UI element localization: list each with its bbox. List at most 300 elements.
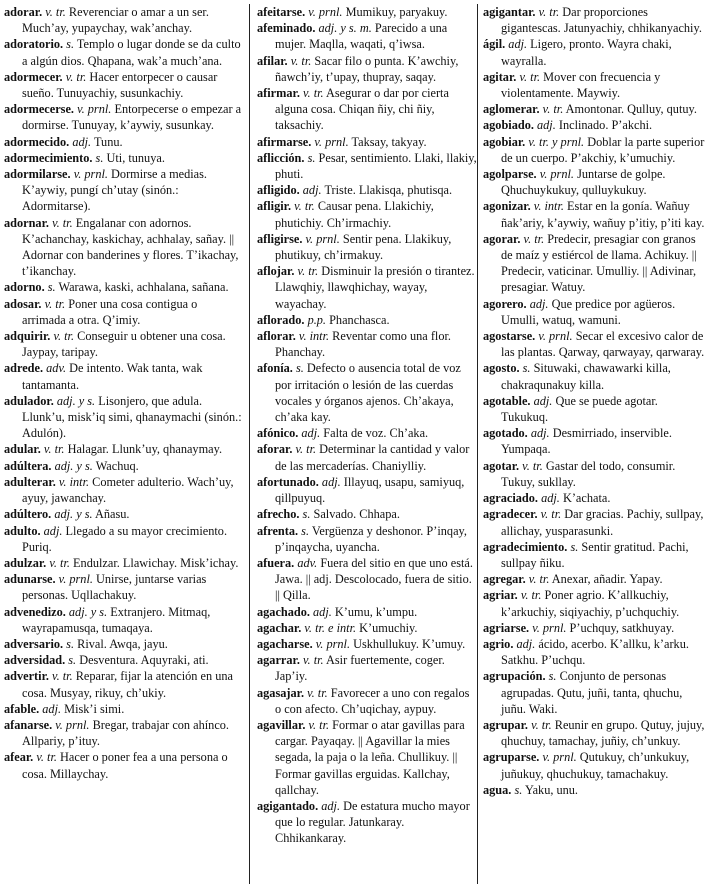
entry-headword: aflicción.	[257, 150, 305, 165]
entry-headword: agachado.	[257, 604, 310, 619]
entry-headword: agregar.	[483, 572, 526, 587]
entry-definition: Illayuq, usapu, samiyuq, qillpuyuq.	[275, 474, 465, 506]
dictionary-entry	[483, 668, 707, 717]
entry-grammar: adj.	[321, 474, 341, 489]
dictionary-entry	[483, 36, 707, 68]
entry-headword: afrenta.	[257, 523, 299, 538]
entry-definition: Rival. Awqa, jayu.	[77, 636, 168, 651]
entry-headword: afligir.	[257, 199, 292, 214]
entry-headword: agrio.	[483, 636, 514, 651]
entry-definition: Ligero, pronto. Wayra chaki, wayralla.	[501, 37, 672, 68]
entry-headword: agarrar.	[257, 653, 300, 668]
entry-headword: afirmar.	[257, 86, 300, 101]
entry-definition: De estatura mucho mayor que lo regular. Jatunkaray. Chhikankaray.	[275, 798, 470, 846]
entry-headword: afirmarse.	[257, 134, 312, 149]
entry-grammar: s.	[514, 782, 523, 797]
entry-definition: Gastar del todo, consumir. Tukuy, sukllay.	[501, 458, 676, 489]
dictionary-entry	[257, 360, 477, 425]
entry-definition: Conjunto de personas agrupadas. Qutu, juñi, tanta, qhuchu, juñu. Waki.	[501, 669, 683, 716]
entry-headword: agonizar.	[483, 199, 531, 214]
entry-definition: Dormirse a medias. K’aywiy, pungí ch’utay (sinón.: Adormitarse).	[22, 167, 208, 214]
dictionary-entry	[257, 506, 477, 522]
entry-headword: adorno.	[4, 280, 45, 295]
entry-definition: Pesar, sentimiento. Llaki, llakiy, phuti.	[275, 150, 477, 182]
dictionary-entry	[483, 4, 707, 36]
entry-headword: aflorado.	[257, 312, 305, 327]
entry-grammar: s.	[302, 507, 311, 522]
entry-definition: Inclinado. P’akchi.	[558, 118, 653, 133]
entry-headword: adúltera.	[4, 458, 52, 473]
entry-headword: agobiado.	[483, 118, 534, 133]
entry-grammar: adj.	[537, 118, 556, 133]
entry-headword: afear.	[4, 750, 34, 765]
entry-definition: Sentir gratitud. Pachi, sullpay ñiku.	[501, 539, 689, 570]
entry-grammar: v. tr.	[542, 102, 564, 117]
dictionary-entry	[4, 166, 242, 215]
entry-definition: Vergüenza y deshonor. P’inqay, p’inqaycha, uyancha.	[275, 523, 467, 554]
dictionary-entry	[4, 36, 242, 68]
entry-grammar: v. tr.	[52, 669, 73, 684]
entry-headword: advertir.	[4, 669, 49, 684]
entry-headword: agostarse.	[483, 329, 536, 344]
entry-grammar: adj.	[529, 296, 549, 311]
entry-definition: Estar en la gonía. Wañuy ñak’ariy, k’aywiy, wañuy p’itiy, p’iti kay.	[501, 199, 705, 230]
entry-headword: agriarse.	[483, 620, 530, 635]
dictionary-entry	[483, 782, 707, 798]
entry-grammar: v. tr.	[43, 442, 65, 457]
entry-headword: afrecho.	[257, 507, 300, 522]
entry-definition: Doblar la parte superior de un cuerpo. P’akchiy, k’umuchiy.	[501, 134, 705, 165]
entry-grammar: s.	[68, 653, 77, 668]
entry-definition: K’achata.	[562, 491, 611, 506]
column-divider	[477, 4, 478, 884]
entry-headword: adrede.	[4, 361, 44, 376]
entry-headword: agriar.	[483, 588, 518, 603]
entry-grammar: v. tr.	[528, 572, 550, 587]
entry-headword: adorar.	[4, 5, 43, 19]
entry-grammar: v. tr.	[303, 86, 324, 101]
dictionary-entry	[257, 555, 477, 604]
entry-headword: adormecer.	[4, 69, 63, 84]
entry-definition: Hacer entorpecer o causar sueño. Tunuyachiy, susunkachiy.	[22, 69, 218, 101]
entry-grammar: v. tr.	[295, 442, 317, 457]
dictionary-entry	[483, 571, 707, 587]
entry-headword: agotable.	[483, 393, 531, 408]
entry-grammar: adj.	[530, 426, 550, 441]
entry-definition: Fuera del sitio en que uno está. Jawa. || adj. Descolocado, fuera de sitio. || Qilla.	[275, 555, 473, 603]
dictionary-entry	[257, 53, 477, 85]
dictionary-entry	[4, 701, 242, 717]
entry-definition: Misk’i simi.	[64, 701, 125, 716]
entry-definition: Dar proporciones gigantescas. Jatunyachiy, chhikanyachiy.	[501, 5, 702, 36]
entry-headword: agasajar.	[257, 685, 305, 700]
entry-definition: Determinar la cantidad y valor de las mercaderías. Chaniylliy.	[275, 442, 470, 473]
entry-headword: afónico.	[257, 426, 299, 441]
dictionary-entry	[4, 474, 242, 506]
entry-grammar: adj. y s.	[54, 458, 93, 473]
dictionary-entry	[4, 328, 242, 360]
entry-definition: Parecido a una mujer. Maqlla, waqati, q’iwsa.	[275, 21, 448, 52]
entry-definition: Triste. Llakisqa, phutisqa.	[324, 183, 453, 198]
entry-definition: Desmirriado, inservible. Yumpaqa.	[501, 426, 672, 457]
entry-headword: adosar.	[4, 296, 42, 311]
dictionary-column-1	[4, 4, 242, 782]
entry-grammar: v. tr.	[538, 5, 560, 19]
entry-definition: Añasu.	[95, 507, 130, 522]
entry-headword: agruparse.	[483, 750, 540, 765]
entry-definition: Salvado. Chhapa.	[313, 507, 400, 522]
entry-headword: agua.	[483, 782, 512, 797]
entry-grammar: v. prnl.	[308, 5, 343, 19]
entry-headword: agobiar.	[483, 134, 526, 149]
entry-headword: agavillar.	[257, 717, 306, 732]
entry-definition: Phanchasca.	[329, 312, 390, 327]
entry-grammar: adj.	[321, 798, 341, 813]
entry-definition: Poner una cosa contigua o arrimada a otra. Q’imiy.	[22, 296, 198, 327]
entry-definition: Yaku, unu.	[524, 782, 579, 797]
dictionary-entry	[257, 604, 477, 620]
dictionary-entry	[4, 717, 242, 749]
entry-headword: aflojar.	[257, 264, 295, 279]
entry-grammar: adv.	[297, 555, 318, 570]
dictionary-entry	[483, 296, 707, 328]
entry-headword: adormecerse.	[4, 102, 74, 117]
dictionary-entry	[483, 231, 707, 296]
entry-headword: agigantar.	[483, 5, 536, 19]
entry-definition: Taksay, takyay.	[351, 134, 427, 149]
dictionary-entry	[4, 636, 242, 652]
entry-headword: aflorar.	[257, 329, 296, 344]
entry-grammar: v. tr.	[522, 458, 543, 473]
entry-definition: Uskhullukuy. K’umuy.	[353, 636, 466, 651]
entry-grammar: v. prnl.	[542, 750, 577, 765]
entry-definition: Disminuir la presión o tirantez. Llawqhiy, llawqhichay, wayay, wayachay.	[275, 264, 475, 311]
dictionary-entry	[483, 101, 707, 117]
entry-definition: Reventar como una flor. Phanchay.	[275, 329, 451, 360]
entry-definition: Situwaki, chawawarki killa, chakraqunakuy killa.	[501, 361, 671, 392]
entry-grammar: adj.	[301, 426, 321, 441]
entry-definition: Juntarse de golpe. Qhuchuykukuy, qulluykukuy.	[501, 167, 666, 198]
entry-definition: Desventura. Aquyraki, ati.	[79, 653, 209, 668]
entry-definition: ácido, acerbo. K’allku, k’arku. Satkhu. P’uchqu.	[501, 636, 689, 668]
entry-definition: Sacar filo o punta. K’awchiy, ñawch’iy, t’upay, thupray, saqay.	[275, 53, 459, 84]
entry-definition: Secar el excesivo calor de las plantas. Qarway, qarwayay, qarwaray.	[501, 329, 705, 360]
dictionary-entry	[257, 150, 477, 182]
dictionary-entry	[4, 441, 242, 457]
entry-grammar: adj.	[42, 701, 62, 716]
entry-grammar: s.	[66, 37, 75, 52]
entry-headword: agigantado.	[257, 798, 319, 813]
entry-grammar: v. prnl.	[532, 620, 567, 635]
entry-definition: Tunu.	[93, 134, 123, 149]
dictionary-entry	[4, 652, 242, 668]
dictionary-entry	[4, 668, 242, 700]
entry-grammar: adj.	[541, 491, 560, 506]
dictionary-entry	[483, 620, 707, 636]
entry-headword: aglomerar.	[483, 102, 540, 117]
entry-grammar: adj.	[302, 183, 322, 198]
dictionary-entry	[257, 717, 477, 798]
entry-definition: Asir fuertemente, coger. Jap’iy.	[275, 653, 445, 684]
dictionary-entry	[4, 506, 242, 522]
entry-headword: afligirse.	[257, 231, 303, 246]
dictionary-entry	[257, 328, 477, 360]
entry-grammar: v. prnl.	[538, 329, 573, 344]
entry-definition: Mumikuy, paryakuy.	[345, 5, 448, 19]
entry-definition: Reparar, fijar la atención en una cosa. Musyay, rikuy, ch’ukiy.	[22, 669, 233, 700]
dictionary-entry	[257, 312, 477, 328]
dictionary-entry	[257, 652, 477, 684]
entry-grammar: s.	[66, 636, 75, 651]
entry-headword: adversidad.	[4, 653, 66, 668]
entry-grammar: v. prnl.	[77, 102, 112, 117]
entry-grammar: adj.	[72, 134, 92, 149]
dictionary-entry	[257, 198, 477, 230]
entry-definition: Uti, tunuya.	[106, 150, 165, 165]
dictionary-entry	[483, 393, 707, 425]
entry-definition: Poner agrio. K’allkuchiy, k’arkuchiy, siqiyachiy, p’uchquchiy.	[501, 588, 680, 619]
entry-definition: Predecir, presagiar con granos de maíz y estiércol de llama. Achikuy. || Predecir, vaticinar. Umulliy. || Adivinar, presagiar. Watuy.	[501, 231, 697, 295]
entry-grammar: adj. y s. m.	[318, 21, 372, 36]
dictionary-entry	[4, 604, 242, 636]
entry-grammar: v. tr.	[519, 69, 541, 84]
entry-headword: agraciado.	[483, 491, 538, 506]
entry-grammar: adj.	[43, 523, 63, 538]
entry-definition: Extranjero. Mitmaq, wayrapamusqa, tumaqaya.	[22, 604, 211, 635]
dictionary-entry	[257, 425, 477, 441]
entry-definition: Halagar. Llunk’uy, qhanaymay.	[67, 442, 223, 457]
entry-grammar: v. tr.	[297, 264, 319, 279]
dictionary-entry	[483, 425, 707, 457]
entry-grammar: v. prnl.	[315, 636, 351, 651]
dictionary-entry	[257, 620, 477, 636]
dictionary-entry	[257, 523, 477, 555]
entry-grammar: s.	[47, 280, 56, 295]
entry-headword: adúltero.	[4, 507, 52, 522]
entry-headword: adormilarse.	[4, 167, 71, 182]
dictionary-entry	[483, 717, 707, 749]
column-divider	[249, 4, 250, 884]
entry-definition: Sentir pena. Llakikuy, phutikuy, ch’irmakuy.	[275, 231, 452, 263]
entry-definition: Reverenciar o amar a un ser. Much’ay, yupaychay, wak’anchay.	[22, 5, 209, 36]
dictionary-entry	[483, 458, 707, 490]
dictionary-entry	[4, 749, 242, 781]
dictionary-entry	[257, 798, 477, 847]
entry-headword: adunarse.	[4, 572, 56, 587]
entry-grammar: s.	[301, 523, 310, 538]
dictionary-entry	[257, 4, 477, 20]
dictionary-entry	[483, 490, 707, 506]
entry-definition: Engalanar con adornos. K’achanchay, kaskichay, achhalay, sañay. || Adornar con banderines y flores. T’ikachay, t’ikanchay.	[22, 215, 239, 279]
dictionary-entry	[257, 182, 477, 198]
entry-headword: adornar.	[4, 215, 49, 230]
entry-headword: agitar.	[483, 69, 517, 84]
dictionary-entry	[4, 134, 242, 150]
entry-grammar: v. intr.	[533, 199, 564, 214]
dictionary-entry	[4, 523, 242, 555]
entry-headword: agacharse.	[257, 636, 313, 651]
entry-grammar: v. tr.	[44, 296, 66, 311]
entry-definition: Asegurar o dar por cierta alguna cosa. Chiqan ñiy, chi ñiy, taksachiy.	[275, 86, 449, 133]
dictionary-entry	[483, 539, 707, 571]
entry-definition: Mover con frecuencia y violentamente. Maywiy.	[501, 69, 661, 101]
entry-headword: agrupar.	[483, 717, 528, 732]
dictionary-entry	[257, 231, 477, 263]
entry-grammar: v. tr.	[540, 507, 562, 522]
entry-grammar: s.	[95, 150, 104, 165]
entry-definition: Conseguir u obtener una cosa. Jaypay, taripay.	[22, 329, 226, 360]
entry-definition: Formar o atar gavillas para cargar. Payaqay. || Agavillar la mies segada, la paja o la leña. Chullikuy. || Formar gavillas erguidas. Kallchay, qallchay.	[275, 717, 465, 797]
entry-grammar: v. tr.	[52, 215, 73, 230]
entry-grammar: adj.	[508, 37, 528, 52]
entry-grammar: adj.	[313, 604, 332, 619]
entry-headword: adulterar.	[4, 474, 56, 489]
entry-grammar: s.	[570, 539, 579, 554]
entry-definition: Reunir en grupo. Qutuy, jujuy, qhuchuy, tamachay, juñiy, ch’unkuy.	[501, 717, 705, 749]
entry-definition: Endulzar. Llawichay. Misk’ichay.	[73, 555, 239, 570]
entry-headword: afable.	[4, 701, 40, 716]
entry-headword: agradecer.	[483, 507, 538, 522]
entry-grammar: adj. y s.	[56, 393, 96, 408]
entry-grammar: adj.	[516, 636, 536, 651]
entry-headword: agachar.	[257, 620, 302, 635]
dictionary-entry	[4, 393, 242, 442]
entry-definition: Templo o lugar donde se da culto a algún dios. Qhapana, wak’a much’ana.	[22, 37, 241, 68]
entry-grammar: s.	[295, 361, 304, 376]
dictionary-entry	[483, 117, 707, 133]
entry-headword: adormecido.	[4, 134, 70, 149]
dictionary-entry	[483, 360, 707, 392]
dictionary-column-2	[257, 4, 477, 847]
entry-headword: afonía.	[257, 361, 293, 376]
dictionary-entry	[4, 101, 242, 133]
dictionary-entry	[483, 134, 707, 166]
entry-definition: Que predice por agüeros. Umulli, watuq, wamuni.	[501, 296, 676, 327]
entry-definition: Cometer adulterio. Wach’uy, ayuy, jawanchay.	[22, 474, 234, 506]
entry-definition: Defecto o ausencia total de voz por irritación o lesión de las cuerdas vocales y órganos ajenos. Ch’akaya, ch’aka kay.	[275, 361, 461, 425]
entry-headword: afligido.	[257, 183, 300, 198]
entry-definition: De intento. Wak tanta, wak tantamanta.	[22, 361, 203, 392]
entry-headword: adulador.	[4, 393, 54, 408]
dictionary-entry	[483, 749, 707, 781]
dictionary-entry	[4, 4, 242, 36]
entry-grammar: v. tr.	[290, 53, 312, 68]
entry-headword: agrupación.	[483, 669, 546, 684]
dictionary-entry	[4, 458, 242, 474]
entry-headword: afilar.	[257, 53, 288, 68]
entry-headword: afortunado.	[257, 474, 319, 489]
entry-grammar: adj. y s.	[54, 507, 93, 522]
entry-definition: Causar pena. Llakichiy, phutichiy. Ch’irmachiy.	[275, 199, 434, 230]
dictionary-entry	[483, 636, 707, 668]
dictionary-entry	[483, 166, 707, 198]
entry-grammar: v. prnl.	[58, 572, 93, 587]
entry-headword: agotado.	[483, 426, 528, 441]
entry-definition: Falta de voz. Ch’aka.	[323, 426, 429, 441]
entry-headword: afanarse.	[4, 717, 53, 732]
entry-definition: Amontonar. Qulluy, qutuy.	[565, 102, 697, 117]
entry-headword: agradecimiento.	[483, 539, 568, 554]
dictionary-entry	[257, 685, 477, 717]
entry-grammar: s.	[548, 669, 557, 684]
entry-grammar: v. prnl.	[55, 717, 90, 732]
entry-headword: ágil.	[483, 37, 506, 52]
dictionary-entry	[4, 150, 242, 166]
dictionary-entry	[483, 587, 707, 619]
entry-grammar: v. prnl.	[539, 167, 574, 182]
entry-grammar: v. tr.	[520, 588, 542, 603]
entry-definition: Anexar, añadir. Yapay.	[551, 572, 663, 587]
entry-headword: agorar.	[483, 231, 521, 246]
entry-headword: adormecimiento.	[4, 150, 93, 165]
dictionary-entry	[4, 69, 242, 101]
entry-definition: Llegado a su mayor crecimiento. Puriq.	[22, 523, 228, 554]
entry-grammar: v. tr.	[303, 653, 324, 668]
entry-grammar: v. tr.	[65, 69, 87, 84]
entry-definition: Lisonjero, que adula. Llunk’u, misk’iq simi, qhanaymachi (sinón.: Adulón).	[22, 393, 242, 441]
entry-headword: adoratorio.	[4, 37, 64, 52]
entry-definition: Unirse, juntarse varias personas. Uqllachakuy.	[22, 572, 207, 603]
dictionary-entry	[257, 636, 477, 652]
dictionary-column-3	[483, 4, 707, 798]
dictionary-entry	[4, 571, 242, 603]
entry-headword: agosto.	[483, 361, 520, 376]
entry-headword: adulto.	[4, 523, 41, 538]
dictionary-entry	[4, 555, 242, 571]
entry-definition: K’umuchiy.	[359, 620, 418, 635]
entry-headword: aforar.	[257, 442, 293, 457]
entry-definition: Bregar, trabajar con ahínco. Allpariy, p’ituy.	[22, 717, 230, 749]
entry-definition: Hacer o poner fea a una persona o cosa. Millaychay.	[22, 750, 228, 781]
entry-definition: K’umu, k’umpu.	[334, 604, 418, 619]
entry-headword: agorero.	[483, 296, 527, 311]
entry-definition: Wachuq.	[95, 458, 139, 473]
entry-headword: agolparse.	[483, 167, 537, 182]
entry-grammar: adj. y s.	[68, 604, 108, 619]
entry-grammar: s.	[522, 361, 531, 376]
entry-grammar: v. tr.	[308, 717, 330, 732]
entry-definition: P’uchquy, satkhuyay.	[569, 620, 675, 635]
entry-headword: advenedizo.	[4, 604, 66, 619]
dictionary-entry	[4, 279, 242, 295]
entry-grammar: v. tr. e intr.	[304, 620, 357, 635]
entry-grammar: v. intr.	[298, 329, 330, 344]
dictionary-entry	[4, 360, 242, 392]
dictionary-entry	[4, 215, 242, 280]
entry-grammar: v. prnl.	[305, 231, 340, 246]
entry-definition: Que se puede agotar. Tukukuq.	[501, 393, 658, 425]
entry-grammar: p.p.	[307, 312, 327, 327]
entry-grammar: v. tr.	[531, 717, 552, 732]
dictionary-entry	[483, 328, 707, 360]
entry-grammar: v. prnl.	[314, 134, 349, 149]
entry-grammar: v. tr.	[307, 685, 328, 700]
entry-definition: Entorpecerse o empezar a dormirse. Tunuyay, k’aywiy, susunkay.	[22, 102, 242, 133]
dictionary-entry	[257, 134, 477, 150]
entry-headword: adulzar.	[4, 555, 47, 570]
entry-definition: Favorecer a uno con regalos o con afecto. Ch’uqichay, aypuy.	[275, 685, 470, 716]
entry-grammar: s.	[307, 150, 316, 165]
entry-definition: Warawa, kaski, achhalana, sañana.	[58, 280, 229, 295]
dictionary-entry	[257, 441, 477, 473]
entry-headword: adquirir.	[4, 329, 51, 344]
entry-grammar: v. tr.	[53, 329, 75, 344]
entry-grammar: v. intr.	[58, 474, 90, 489]
dictionary-entry	[257, 474, 477, 506]
dictionary-entry	[257, 20, 477, 52]
dictionary-entry	[483, 198, 707, 230]
entry-grammar: adj.	[533, 393, 553, 408]
